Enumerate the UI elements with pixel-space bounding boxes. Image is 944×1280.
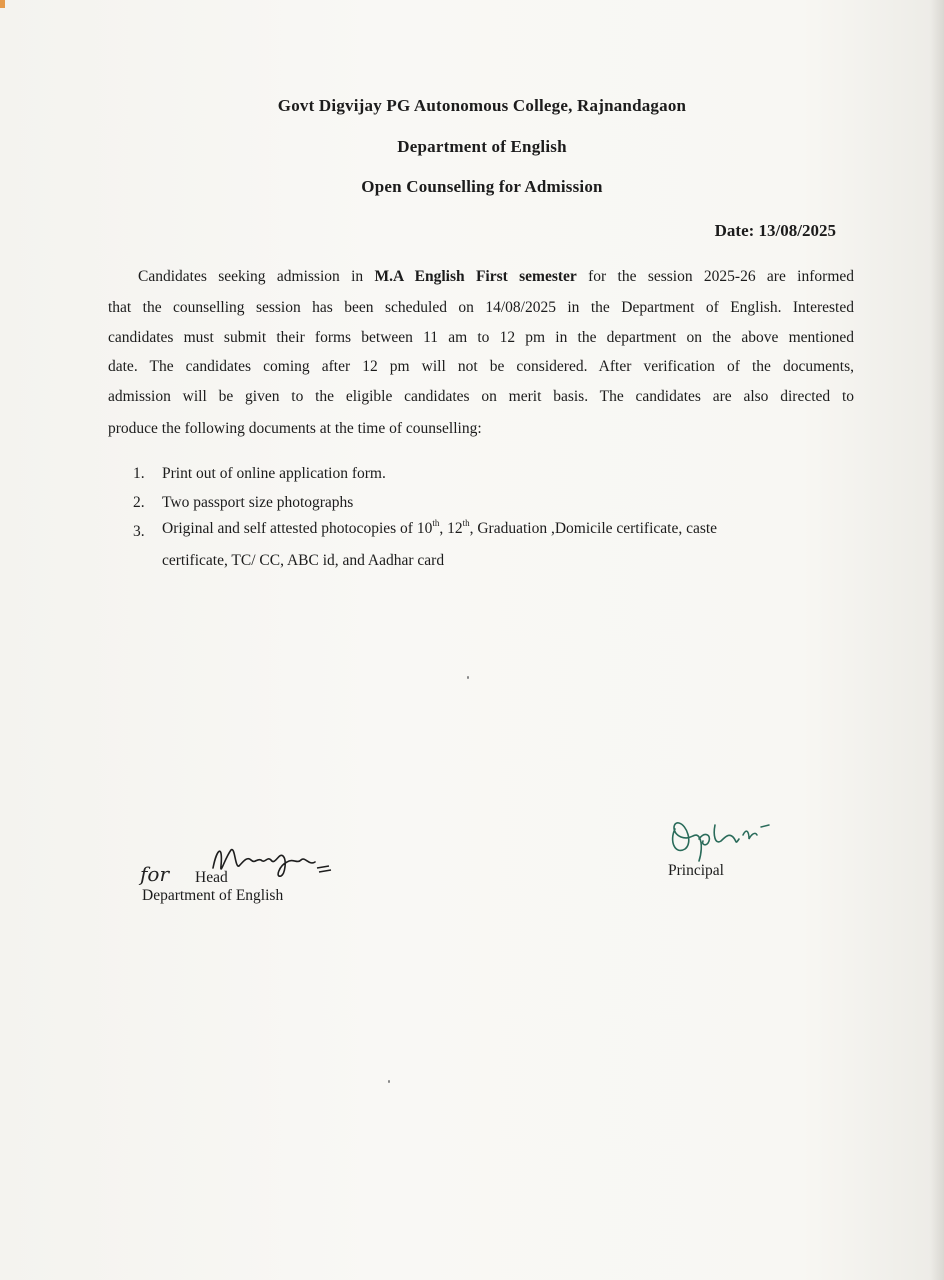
superscript-th: th [462, 518, 470, 528]
list-number: 3. [133, 523, 145, 540]
body-line-1-pre: Candidates seeking admission in [138, 268, 375, 285]
body-line-5: admission will be given to the eligible candidates on merit basis. The candidates are also directed to [108, 388, 854, 405]
body-line-2: that the counselling session has been scheduled on 14/08/2025 in the Department of English. Interested [108, 299, 854, 316]
college-name: Govt Digvijay PG Autonomous College, Rajnandagaon [277, 96, 687, 115]
list-number: 1. [133, 465, 145, 482]
document-item-3-text-a: Original and self attested photocopies of 10 [162, 520, 433, 537]
document-item-1: Print out of online application form. [162, 465, 386, 482]
document-item-3 [162, 520, 717, 538]
body-line-3: candidates must submit their forms between 11 am to 12 pm in the department on the above mentioned [108, 329, 854, 346]
body-line-4: date. The candidates coming after 12 pm will not be considered. After verification of the documents, [108, 358, 854, 375]
body-line-1-post: for the session 2025-26 are informed [576, 268, 854, 285]
head-title: Head [195, 869, 228, 886]
notice-date: Date: 13/08/2025 [714, 221, 836, 240]
document-item-3-text-c: , Graduation ,Domicile certificate, caste [469, 520, 718, 537]
paper-speck [467, 676, 469, 679]
head-department: Department of English [142, 887, 284, 904]
notice-title: Open Counselling for Admission [361, 177, 603, 196]
body-line-1 [138, 268, 854, 286]
signature-prefix-for: for [140, 862, 170, 886]
body-line-6: produce the following documents at the time of counselling: [108, 420, 482, 437]
department-heading: Department of English [397, 137, 567, 156]
principal-signature-icon [665, 815, 785, 865]
document-item-3-text-b: , 12 [439, 520, 463, 537]
list-number: 2. [133, 494, 145, 511]
superscript-th: th [432, 518, 440, 528]
document-item-3-continued: certificate, TC/ CC, ABC id, and Aadhar card [162, 552, 445, 569]
corner-mark [0, 0, 5, 8]
paper-speck [388, 1080, 390, 1083]
course-name: M.A English First semester [374, 268, 577, 285]
document-item-2: Two passport size photographs [162, 494, 354, 511]
principal-title: Principal [668, 862, 724, 879]
